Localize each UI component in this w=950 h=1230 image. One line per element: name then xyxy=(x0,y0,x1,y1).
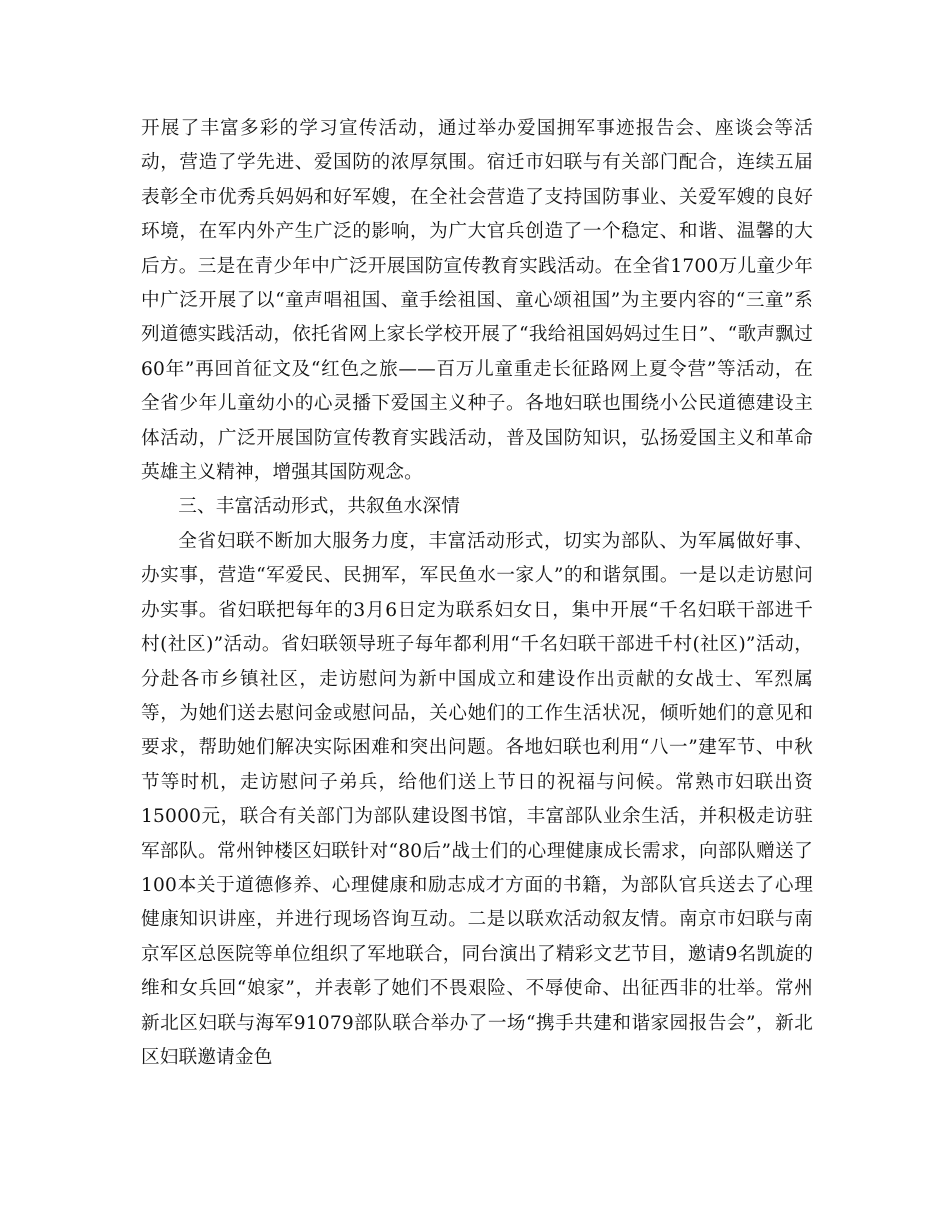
document-body xyxy=(141,112,813,1075)
section-heading: 三、丰富活动形式，共叙鱼水深情 xyxy=(178,496,461,518)
paragraph-continuation: 开展了丰富多彩的学习宣传活动，通过举办爱国拥军事迹报告会、座谈会等活动，营造了学先进、爱国防的浓厚氛围。宿迁市妇联与有关部门配合，连续五届表彰全市优秀兵妈妈和好军嫂，在全社会营造了支持国防事业、关爱军嫂的良好环境，在军内外产生广泛的影响，为广大官兵创造了一个稳定、和谐、温馨的大后方。三是在青少年中广泛开展国防宣传教育实践活动。在全省1700万儿童少年中广泛开展了以“童声唱祖国、童手绘祖国、童心颂祖国”为主要内容的“三童”系列道德实践活动，依托省网上家长学校开展了“我给祖国妈妈过生日”、“歌声飘过60年”再回首征文及“红色之旅——百万儿童重走长征路网上夏令营”等活动，在全省少年儿童幼小的心灵播下爱国主义种子。各地妇联也围绕小公民道德建设主体活动，广泛开展国防宣传教育实践活动，普及国防知识，弘扬爱国主义和革命英雄主义精神，增强其国防观念。 xyxy=(141,118,814,484)
paragraph-body: 全省妇联不断加大服务力度，丰富活动形式，切实为部队、为军属做好事、办实事，营造“军爱民、民拥军，军民鱼水一家人”的和谐氛围。一是以走访慰问办实事。省妇联把每年的3月6日定为联系妇女日，集中开展“千名妇联干部进千村(社区)”活动。省妇联领导班子每年都利用“千名妇联干部进千村(社区)”活动，分赴各市乡镇社区，走访慰问为新中国成立和建设作出贡献的女战士、军烈属等，为她们送去慰问金或慰问品，关心她们的工作生活状况，倾听她们的意见和要求，帮助她们解决实际困难和突出问题。各地妇联也利用“八一”建军节、中秋节等时机，走访慰问子弟兵，给他们送上节日的祝福与问候。常熟市妇联出资15000元，联合有关部门为部队建设图书馆，丰富部队业余生活，并积极走访驻军部队。常州钟楼区妇联针对“80后”战士们的心理健康成长需求，向部队赠送了100本关于道德修养、心理健康和励志成才方面的书籍，为部队官兵送去了心理健康知识讲座，并进行现场咨询互动。二是以联欢活动叙友情。南京市妇联与南京军区总医院等单位组织了军地联合，同台演出了精彩文艺节目，邀请9名凯旋的维和女兵回“娘家”，并表彰了她们不畏艰险、不辱使命、出征西非的壮举。常州新北区妇联与海军91079部队联合举办了一场“携手共建和谐家园报告会”，新北区妇联邀请金色 xyxy=(141,530,813,1068)
